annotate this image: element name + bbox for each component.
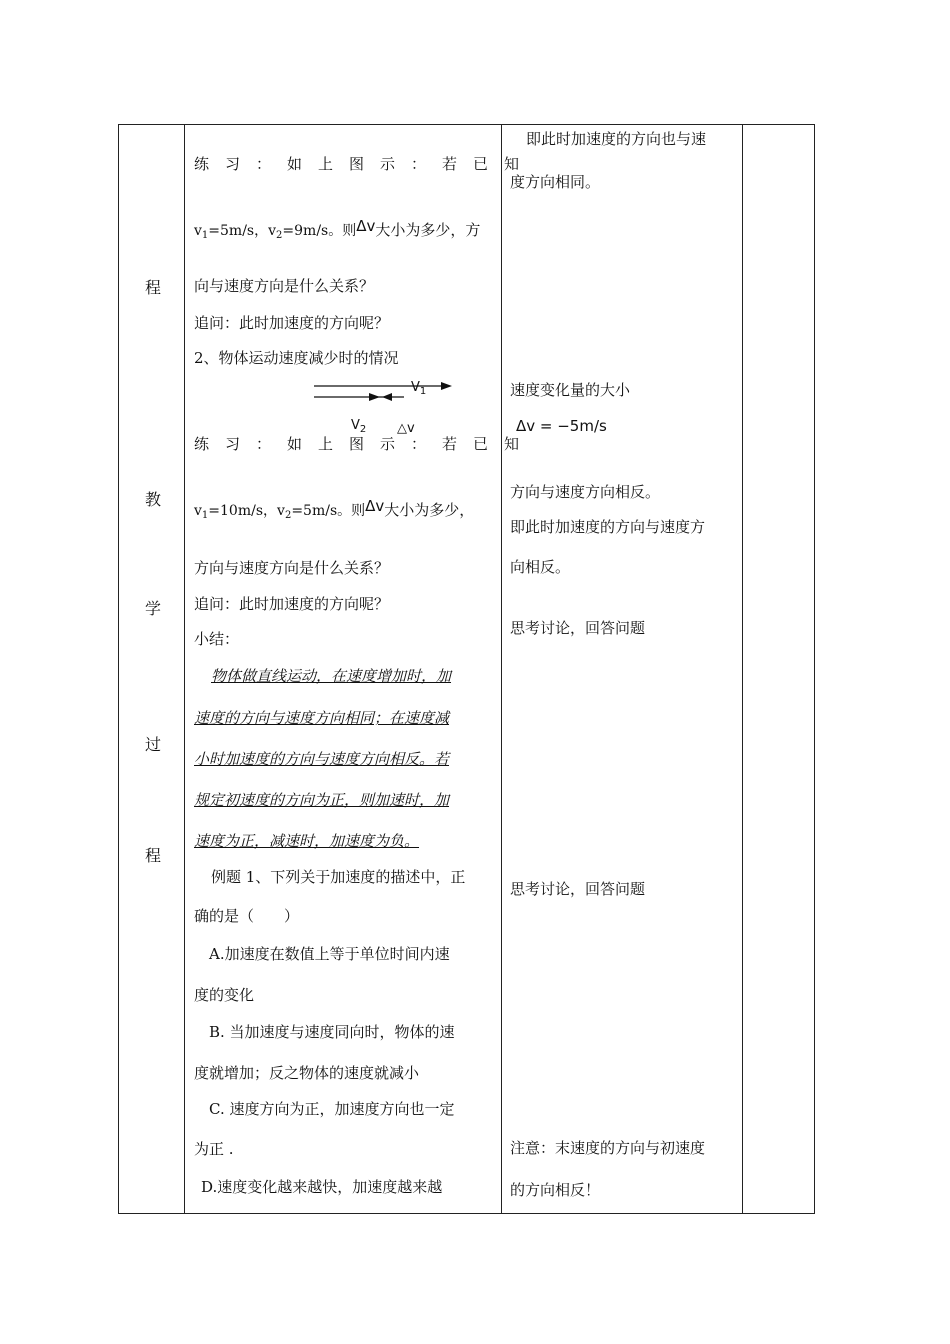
example-option: 度的变化 xyxy=(194,986,255,1004)
example-option: C. 速度方向为正，加速度方向也一定 xyxy=(209,1100,455,1118)
student-note: 向相反。 xyxy=(510,558,571,576)
delta-v-symbol: Δv xyxy=(356,217,376,235)
summary-line: 规定初速度的方向为正，则加速时，加 xyxy=(194,791,450,809)
student-note: 思考讨论，回答问题 xyxy=(510,880,646,898)
stage-label: 教 xyxy=(145,490,162,509)
follow-up-question: 追问：此时加速度的方向呢？ xyxy=(194,595,390,613)
follow-up-question: 追问：此时加速度的方向呢？ xyxy=(194,314,390,332)
summary-line: 速度的方向与速度方向相同；在速度减 xyxy=(194,709,450,727)
v1-label: $V_1$ xyxy=(411,380,427,397)
stage-column xyxy=(119,125,184,1213)
student-note: 注意：末速度的方向与初速度 xyxy=(510,1139,706,1157)
exercise-1-line: 向与速度方向是什么关系？ xyxy=(194,277,375,295)
teacher-column xyxy=(185,125,536,1213)
exercise-1-line: $v_1=5m/s$，$v_2=9m/s$。则Δv大小为多少，方 xyxy=(194,217,481,241)
example-option: D.速度变化越来越快，加速度越来越 xyxy=(201,1178,443,1196)
student-column xyxy=(502,125,742,1213)
student-note: 思考讨论，回答问题 xyxy=(510,619,646,637)
student-note: 即此时加速度的方向与速度方 xyxy=(510,518,706,536)
student-note: 方向与速度方向相反。 xyxy=(510,483,661,501)
summary-title: 小结： xyxy=(194,630,240,648)
velocity-vector-diagram xyxy=(310,377,460,437)
delta-v-formula: Δv = −5m/s xyxy=(516,417,607,435)
summary-line: 速度为正，减速时，加速度为负。 xyxy=(194,832,420,850)
v2-arrow-head xyxy=(369,393,380,401)
summary-line: 物体做直线运动，在速度增加时，加 xyxy=(211,667,452,685)
delta-v-label: △v xyxy=(397,421,415,436)
exercise-2-line: $v_1=10m/s$，$v_2=5m/s$。则Δv大小为多少， xyxy=(194,497,475,521)
student-note: 的方向相反！ xyxy=(510,1181,601,1199)
example-option: A.加速度在数值上等于单位时间内速 xyxy=(209,945,450,963)
summary-line: 小时加速度的方向与速度方向相反。若 xyxy=(194,750,450,768)
stage-label: 程 xyxy=(145,846,162,865)
exercise-1-line: 练习：如上图示：若已知 xyxy=(194,155,536,173)
column-divider xyxy=(742,125,743,1213)
example-option: B. 当加速度与速度同向时，物体的速 xyxy=(209,1023,455,1041)
example-option: 为正 . xyxy=(194,1140,234,1158)
case-2-title: 2、物体运动速度减少时的情况 xyxy=(194,349,399,367)
v1-arrow-head xyxy=(441,382,452,390)
lesson-table xyxy=(118,124,815,1214)
stage-label: 程 xyxy=(145,278,162,297)
delta-v-symbol: Δv xyxy=(365,497,385,515)
student-note: 速度变化量的大小 xyxy=(510,381,631,399)
v2-label: $V_2$ xyxy=(351,418,367,435)
exercise-2-line: 练习：如上图示：若已知 xyxy=(194,435,536,453)
student-note: 即此时加速度的方向也与速 xyxy=(526,130,707,148)
example-line: 例题 1、下列关于加速度的描述中，正 xyxy=(211,868,466,886)
stage-label: 过 xyxy=(145,735,162,754)
example-line: 确的是（ ） xyxy=(194,907,300,925)
student-note: 度方向相同。 xyxy=(510,173,601,191)
stage-label: 学 xyxy=(145,599,162,618)
delta-v-arrow-head xyxy=(382,393,392,401)
exercise-2-line: 方向与速度方向是什么关系？ xyxy=(194,559,390,577)
example-option: 度就增加；反之物体的速度就减小 xyxy=(194,1064,420,1082)
